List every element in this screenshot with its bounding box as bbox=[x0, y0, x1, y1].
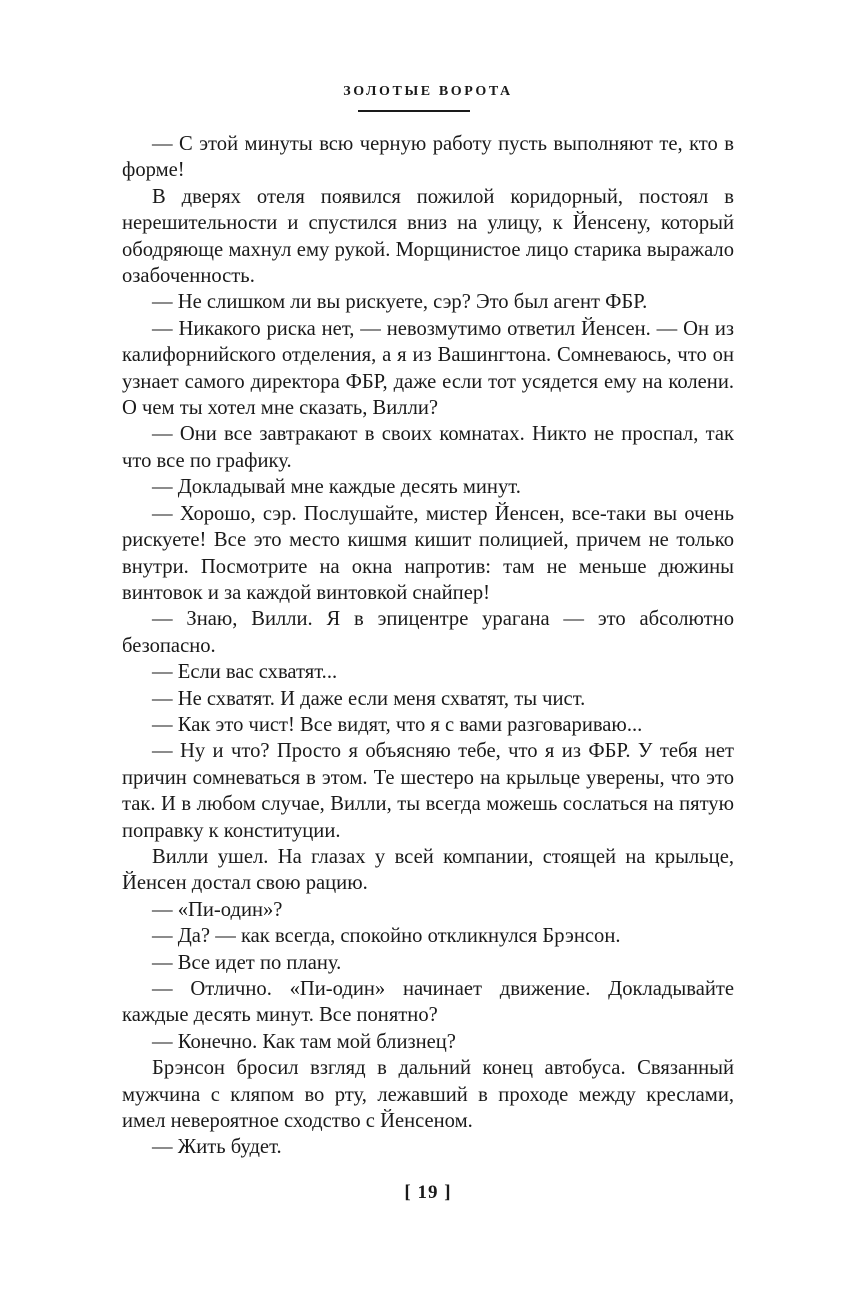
paragraph: — Ну и что? Просто я объясняю тебе, что я из ФБР. У тебя нет причин сомневаться в этом. Те шестеро на крыльце уверены, что это так. И в любом случае, Вилли, ты всегда можешь сослаться на пятую поправку к конституции. bbox=[122, 740, 734, 842]
paragraph: Брэнсон бросил взгляд в дальний конец автобуса. Связанный мужчина с кляпом во рту, лежавший в проходе между креслами, имел невероятное сходство с Йенсеном. bbox=[122, 1057, 734, 1133]
paragraph: — Хорошо, сэр. Послушайте, мистер Йенсен, все-таки вы очень рискуете! Все это место кишмя кишит полицией, причем не только внутри. Посмотрите на окна напротив: там не меньше дюжины винтовок и за каждой винтовкой снайпер! bbox=[122, 502, 734, 604]
paragraph: — Докладывай мне каждые десять минут. bbox=[152, 476, 521, 499]
paragraph: — Жить будет. bbox=[152, 1136, 282, 1159]
paragraph: — Не слишком ли вы рискуете, сэр? Это был агент ФБР. bbox=[152, 291, 648, 314]
paragraph: — Да? — как всегда, спокойно откликнулся Брэнсон. bbox=[152, 925, 621, 948]
paragraph: — Отлично. «Пи-один» начинает движение. Докладывайте каждые десять минут. Все понятно? bbox=[122, 978, 734, 1027]
page-number: [ 19 ] bbox=[404, 1182, 452, 1203]
paragraph: — С этой минуты всю черную работу пусть выполняют те, кто в форме! bbox=[122, 133, 734, 182]
body-text bbox=[122, 131, 734, 1161]
paragraph: — Если вас схватят... bbox=[152, 661, 338, 684]
paragraph: — Все идет по плану. bbox=[152, 951, 342, 974]
paragraph: — Как это чист! Все видят, что я с вами разговариваю... bbox=[152, 713, 643, 736]
paragraph: — Никакого риска нет, — невозмутимо ответил Йенсен. — Он из калифорнийского отделения, а я из Вашингтона. Сомневаюсь, что он узнает самого директора ФБР, даже если тот усядется ему на колени. О чем ты хотел мне сказать, Вилли? bbox=[122, 317, 734, 420]
running-head-rule bbox=[358, 110, 470, 112]
paragraph: — Знаю, Вилли. Я в эпицентре урагана — это абсолютно безопасно. bbox=[122, 608, 734, 657]
paragraph: — «Пи-один»? bbox=[152, 898, 283, 921]
paragraph: — Конечно. Как там мой близнец? bbox=[152, 1030, 456, 1053]
paragraph: В дверях отеля появился пожилой коридорный, постоял в нерешительности и спустился вниз на улицу, к Йенсену, который ободряюще махнул ему рукой. Морщинистое лицо старика выражало озабоченность. bbox=[122, 185, 734, 288]
paragraph: — Они все завтракают в своих комнатах. Никто не проспал, так что все по графику. bbox=[122, 423, 734, 472]
paragraph: Вилли ушел. На глазах у всей компании, стоящей на крыльце, Йенсен достал свою рацию. bbox=[122, 845, 734, 895]
running-head: ЗОЛОТЫЕ ВОРОТА bbox=[343, 84, 513, 99]
paragraph: — Не схватят. И даже если меня схватят, ты чист. bbox=[152, 687, 586, 710]
